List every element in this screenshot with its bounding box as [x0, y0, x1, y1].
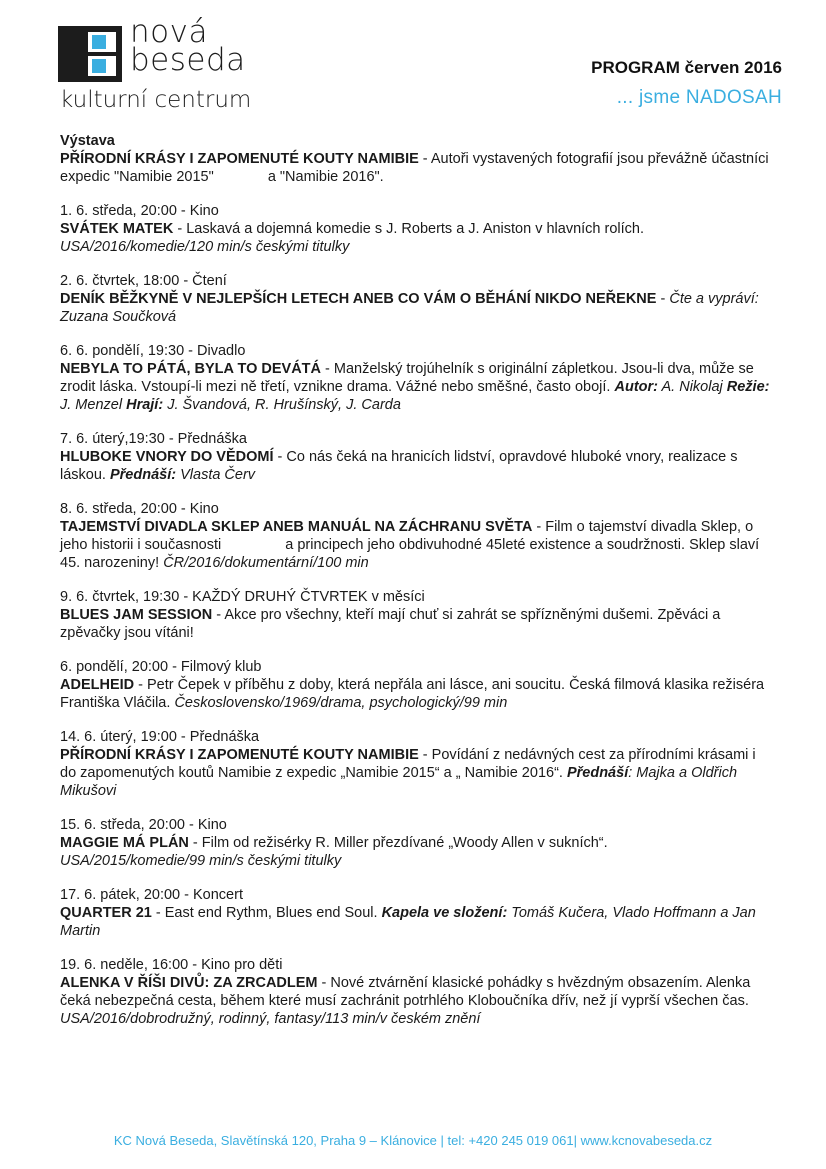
- event-item: [60, 728, 772, 800]
- credit-value: A. Nikolaj: [658, 379, 727, 395]
- event-info: Československo/1969/drama, psychologický/99 min: [174, 695, 508, 711]
- tagline: ... jsme NADOSAH: [616, 87, 782, 108]
- event-meta: 14. 6. úterý, 19:00 - Přednáška: [60, 729, 260, 745]
- credit-label: Autor:: [614, 379, 658, 395]
- event-item: [60, 886, 772, 940]
- event-description: - Povídání z nedávných cest za přírodními krásami i do zapomenutých koutů Namibie z expedic „Namibie 2015“ a „ Namibie 2016“.: [60, 747, 756, 781]
- event-description: - Petr Čepek v příběhu z doby, která nepřála ani lásce, ani soucitu. Česká filmová klasika režiséra Františka Vláčila.: [60, 677, 765, 711]
- event-title: PŘÍRODNÍ KRÁSY I ZAPOMENUTÉ KOUTY NAMIBIE: [60, 747, 419, 763]
- credit-value: J. Menzel: [60, 397, 127, 413]
- event-meta: 6. pondělí, 20:00 - Filmový klub: [60, 659, 262, 675]
- event-meta: 6. 6. pondělí, 19:30 - Divadlo: [60, 343, 246, 359]
- credit-label: Přednáší:: [109, 467, 177, 483]
- event-description: -: [656, 291, 670, 307]
- event-item: [60, 342, 772, 414]
- credit-value: Tomáš Kučera, Vlado Hoffmann a Jan Martin: [60, 905, 756, 939]
- event-info: USA/2016/komedie/120 min/s českými titulky: [60, 239, 350, 255]
- event-description-cont: a "Namibie 2016".: [267, 169, 384, 185]
- event-meta: 9. 6. čtvrtek, 19:30 - KAŽDÝ DRUHÝ ČTVRTEK v měsíci: [60, 589, 425, 605]
- program-title: [591, 58, 782, 78]
- event-info: USA/2015/komedie/99 min/s českými titulky: [60, 853, 342, 869]
- exhibition-item: [60, 132, 772, 186]
- event-meta: 17. 6. pátek, 20:00 - Koncert: [60, 887, 243, 903]
- event-description: - Autoři vystavených fotografií jsou převážně účastníci expedic "Namibie 2015": [60, 151, 769, 185]
- event-description: - Akce pro všechny, kteří mají chuť si zahrát se spřízněnými dušemi. Zpěváci a zpěvačky jsou vítáni!: [60, 607, 721, 641]
- program-list: [60, 132, 772, 1044]
- event-title: ALENKA V ŘÍŠI DIVŮ: ZA ZRCADLEM: [60, 975, 318, 991]
- event-title: PŘÍRODNÍ KRÁSY I ZAPOMENUTÉ KOUTY NAMIBIE: [60, 151, 419, 167]
- event-meta: Výstava: [60, 133, 115, 149]
- event-description: - Co nás čeká na hranicích lidství, opravdové hluboké vnory, realizace s láskou.: [60, 449, 738, 483]
- credit-label: Hrají:: [126, 397, 164, 413]
- logo-icon: [58, 26, 122, 82]
- event-title: BLUES JAM SESSION: [60, 607, 213, 623]
- event-item: [60, 430, 772, 484]
- event-meta: 15. 6. středa, 20:00 - Kino: [60, 817, 227, 833]
- event-title: DENÍK BĚŽKYNĚ V NEJLEPŠÍCH LETECH ANEB CO VÁM O BĚHÁNÍ NIKDO NEŘEKNE: [60, 291, 657, 307]
- event-description: - Laskavá a dojemná komedie s J. Roberts a J. Aniston v hlavních rolích.: [173, 221, 645, 237]
- page-footer: KC Nová Beseda, Slavětínská 120, Praha 9 – Klánovice | tel: +420 245 019 061| www.kcnovabeseda.cz: [113, 1133, 713, 1148]
- event-info: USA/2016/dobrodružný, rodinný, fantasy/113 min/v českém znění: [60, 1011, 481, 1027]
- credit-value: J. Švandová, R. Hrušínský, J. Carda: [163, 397, 401, 413]
- event-item: [60, 272, 772, 326]
- event-info: Čte a vypráví: Zuzana Součková: [60, 291, 759, 325]
- event-meta: 2. 6. čtvrtek, 18:00 - Čtení: [60, 273, 227, 289]
- credit-value: : Majka a Oldřich Mikušovi: [60, 765, 738, 799]
- event-item: [60, 202, 772, 256]
- credit-label: Kapela ve složení:: [381, 905, 508, 921]
- event-description: - Manželský trojúhelník s originální zápletkou. Jsou-li dva, může se zrodit láska. Vstoupí-li mezi ně třetí, vznikne drama. Vážné nebo směšné, často obojí.: [60, 361, 754, 395]
- program-label: PROGRAM: [591, 58, 680, 77]
- event-item: [60, 588, 772, 642]
- logo-line-2: beseda: [130, 42, 246, 78]
- logo-line-1: nová: [130, 14, 208, 50]
- event-title: TAJEMSTVÍ DIVADLA SKLEP ANEB MANUÁL NA ZÁCHRANU SVĚTA: [60, 519, 533, 535]
- event-title: NEBYLA TO PÁTÁ, BYLA TO DEVÁTÁ: [60, 361, 322, 377]
- event-title: HLUBOKE VNORY DO VĚDOMÍ: [60, 449, 274, 465]
- logo-wordmark: [130, 14, 246, 78]
- event-title: SVÁTEK MATEK: [60, 221, 174, 237]
- event-meta: 7. 6. úterý,19:30 - Přednáška: [60, 431, 247, 447]
- credit-value: Vlasta Červ: [176, 467, 256, 483]
- program-month: červen 2016: [684, 58, 782, 77]
- event-title: MAGGIE MÁ PLÁN: [60, 835, 189, 851]
- event-description: - Film od režisérky R. Miller přezdívané „Woody Allen v sukních“.: [188, 835, 608, 851]
- event-description: - Nové ztvárnění klasické pohádky s hvězdným obsazením. Alenka čeká nebezpečná cesta, během které musí zachránit potrhlého Kloboučníka dřív, než jí vyprší všechen čas.: [60, 975, 751, 1009]
- event-meta: 19. 6. neděle, 16:00 - Kino pro děti: [60, 957, 283, 973]
- event-description: - East end Rythm, Blues end Soul.: [151, 905, 382, 921]
- event-item: [60, 500, 772, 572]
- event-meta: 1. 6. středa, 20:00 - Kino: [60, 203, 219, 219]
- event-title: QUARTER 21: [60, 905, 152, 921]
- page-header: [0, 0, 826, 130]
- event-item: [60, 658, 772, 712]
- credit-label: Přednáší: [566, 765, 629, 781]
- event-item: [60, 956, 772, 1028]
- event-info: ČR/2016/dokumentární/100 min: [163, 555, 369, 571]
- credit-label: Režie:: [726, 379, 770, 395]
- event-title: ADELHEID: [60, 677, 135, 693]
- event-item: [60, 816, 772, 870]
- logo-subtitle: kulturní centrum: [60, 87, 252, 113]
- event-description-cont: a principech jeho obdivuhodné 45leté existence a soudržnosti. Sklep slaví 45. narozeniny!: [60, 537, 760, 571]
- event-description: - Film o tajemství divadla Sklep, o jeho historii i současnosti: [60, 519, 754, 553]
- event-meta: 8. 6. středa, 20:00 - Kino: [60, 501, 219, 517]
